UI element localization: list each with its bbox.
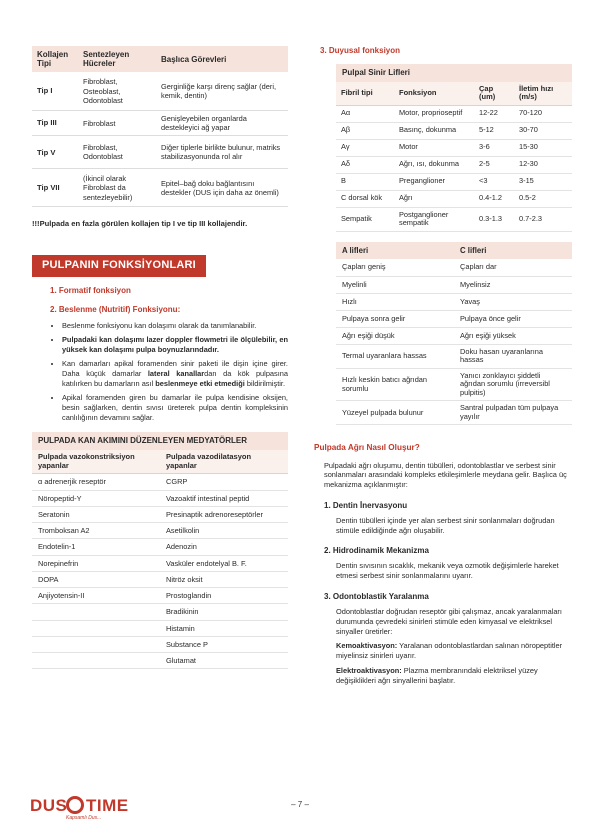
table-cell: 5-12 bbox=[474, 122, 514, 139]
kemoaktivasyon-paragraph: Kemoaktivasyon: Yaralanan odontoblastlardan salınan nöropeptitler miyelinsiz sinirleri uyarır. bbox=[336, 641, 563, 661]
table-row bbox=[32, 474, 288, 490]
table-cell: Aβ bbox=[336, 122, 394, 139]
table-cell: 0.3-1.3 bbox=[474, 207, 514, 231]
table-row bbox=[32, 72, 288, 110]
table-cell: C dorsal kök bbox=[336, 190, 394, 207]
table-cell: Adenozin bbox=[160, 539, 288, 555]
section-title: PULPANIN FONKSİYONLARI bbox=[32, 255, 206, 277]
table-row bbox=[32, 571, 288, 587]
subheading-duyusal: 3. Duyusal fonksiyon bbox=[320, 46, 401, 55]
pain-paragraph-3: Odontoblastlar doğrudan reseptör gibi çalışmaz, ancak yaralanmaları durumunda çevredeki sinirleri stimüle eden kimyasal ve elektriksel sinyaller üretirler: bbox=[336, 606, 562, 636]
list-item: • Beslenme fonksiyonu kan dolaşımı olarak da tanımlanabilir. bbox=[62, 321, 288, 331]
table-cell: 12-30 bbox=[514, 156, 572, 173]
pulpal-header-row bbox=[336, 82, 572, 105]
table-row bbox=[32, 110, 288, 136]
pain-heading-2: 2. Hidrodinamik Mekanizma bbox=[324, 546, 429, 556]
mediators-table bbox=[32, 450, 288, 669]
table-cell: Termal uyaranlara hassas bbox=[336, 344, 454, 368]
pulpal-header: Fibril tipi bbox=[336, 82, 394, 105]
table-cell bbox=[32, 620, 160, 636]
table-row bbox=[336, 344, 572, 368]
table-cell: Diğer tiplerle birlikte bulunur, matriks stabilizasyonunda rol alır bbox=[156, 136, 288, 169]
table-cell: Preganglioner bbox=[394, 173, 474, 190]
pain-paragraph-2: Dentin sıvısının sıcaklık, mekanik veya ozmotik değişimlerle hareket etmesi serbest sinir sonlanmalarını uyarır. bbox=[336, 561, 559, 581]
table-cell: Doku hasarı uyaranlarına hassas bbox=[454, 344, 572, 368]
table-cell: Motor bbox=[394, 139, 474, 156]
table-row bbox=[336, 173, 572, 190]
kollajen-header: Kollajen Tipi bbox=[32, 46, 78, 72]
list-item: • Pulpadaki kan dolaşımı lazer doppler flowmetri ile ölçülebilir, en yüksek kan dolaşımı pulpa boynuzlarındadır. bbox=[62, 335, 288, 354]
table-cell: 30-70 bbox=[514, 122, 572, 139]
table-row bbox=[336, 327, 572, 344]
table-cell: Ağrı eşiği düşük bbox=[336, 327, 454, 344]
mediators-header-row bbox=[32, 450, 288, 474]
table-row bbox=[336, 368, 572, 401]
table-row bbox=[32, 169, 288, 207]
list-item: • Kan damarları apikal foramenden sinir paketi ile dişin içine girer. Daha küçük damarlar lateral kanallardan da kök pulpasına katılırken bu damarların asıl beslenmeye etki etmediği bildirilmiştir. bbox=[62, 359, 288, 388]
logo-text-left: DUS bbox=[30, 796, 68, 815]
table-cell bbox=[32, 653, 160, 669]
kollajen-header-row bbox=[32, 46, 288, 72]
table-cell: Aδ bbox=[336, 156, 394, 173]
pulpal-table bbox=[336, 82, 572, 232]
table-cell: Fibroblast, Osteoblast, Odontoblast bbox=[78, 72, 156, 110]
table-row bbox=[336, 156, 572, 173]
table-cell: 0.4-1.2 bbox=[474, 190, 514, 207]
table-cell: Myelinli bbox=[336, 276, 454, 293]
kollajen-table bbox=[32, 46, 288, 207]
table-cell: Santral pulpadan tüm pulpaya yayılır bbox=[454, 401, 572, 425]
table-row bbox=[336, 207, 572, 231]
table-cell: Anjiyotensin-II bbox=[32, 588, 160, 604]
table-cell: 15-30 bbox=[514, 139, 572, 156]
table-cell: Yavaş bbox=[454, 293, 572, 310]
table-cell: Presinaptik adrenoreseptörler bbox=[160, 506, 288, 522]
table-cell: Tromboksan A2 bbox=[32, 523, 160, 539]
table-cell: Endotelin-1 bbox=[32, 539, 160, 555]
logo-tagline: Kapsamlı Dus... bbox=[66, 815, 102, 821]
table-cell: Hızlı bbox=[336, 293, 454, 310]
table-cell: Vasküler endotelyal B. F. bbox=[160, 555, 288, 571]
table-cell: Fibroblast bbox=[78, 110, 156, 136]
table-row bbox=[32, 604, 288, 620]
table-row bbox=[336, 190, 572, 207]
table-cell: Substance P bbox=[160, 636, 288, 652]
pulpal-table-wrap bbox=[336, 64, 572, 232]
table-cell: Nöropeptid-Y bbox=[32, 490, 160, 506]
mediators-table-wrap bbox=[32, 432, 288, 669]
table-cell: Çapları geniş bbox=[336, 259, 454, 276]
table-cell: Vazoaktif intestinal peptid bbox=[160, 490, 288, 506]
logo-text-right: TIME bbox=[86, 796, 129, 815]
pulpal-header: Çap (um) bbox=[474, 82, 514, 105]
list-item: • Apikal foramenden giren bu damarlar ile pulpa kendisine oksijen, besin sağlarken, dentin sıvısı üreterek pulpa dentin kompleksinin canlılığının devamını sağlar. bbox=[62, 393, 288, 422]
table-cell: Sempatik bbox=[336, 207, 394, 231]
kollajen-note: !!!Pulpada en fazla görülen kollajen tip I ve tip III kollajendir. bbox=[32, 219, 248, 229]
right-column bbox=[310, 46, 572, 685]
table-cell: 0.5-2 bbox=[514, 190, 572, 207]
ac-fibers-table bbox=[336, 242, 572, 426]
mediators-header: Pulpada vazodilatasyon yapanlar bbox=[160, 450, 288, 474]
mediators-title: PULPADA KAN AKIMINI DÜZENLEYEN MEDYATÖRLER bbox=[32, 432, 288, 450]
table-row bbox=[336, 105, 572, 122]
table-row bbox=[336, 276, 572, 293]
table-cell bbox=[32, 604, 160, 620]
table-cell: B bbox=[336, 173, 394, 190]
table-cell: Pulpaya sonra gelir bbox=[336, 310, 454, 327]
table-cell: Fibroblast, Odontoblast bbox=[78, 136, 156, 169]
pain-heading-1: 1. Dentin İnervasyonu bbox=[324, 500, 408, 510]
subheading-beslenme: 2. Beslenme (Nutritif) Fonksiyonu: bbox=[50, 304, 181, 314]
table-cell: Bradikinin bbox=[160, 604, 288, 620]
table-cell: 3-6 bbox=[474, 139, 514, 156]
table-row bbox=[32, 653, 288, 669]
table-cell: Prostoglandin bbox=[160, 588, 288, 604]
kollajen-header: Sentezleyen Hücreler bbox=[78, 46, 156, 72]
pain-intro: Pulpadaki ağrı oluşumu, dentin tübülleri, odontoblastlar ve serbest sinir sonlanmaları arasındaki kompleks etkileşimlerle meydana gelir. Başlıca üç mekanizma açıklanmıştır: bbox=[324, 460, 567, 490]
table-cell: Ağrı, ısı, dokunma bbox=[394, 156, 474, 173]
table-cell: (İkincil olarak Fibroblast da sentezleyebilir) bbox=[78, 169, 156, 207]
table-row bbox=[336, 310, 572, 327]
table-row bbox=[32, 588, 288, 604]
page-number: – 7 – bbox=[291, 800, 309, 809]
pulpal-header: Fonksiyon bbox=[394, 82, 474, 105]
table-row bbox=[32, 523, 288, 539]
table-cell: Glutamat bbox=[160, 653, 288, 669]
table-cell: 12-22 bbox=[474, 105, 514, 122]
table-cell: 0.7-2.3 bbox=[514, 207, 572, 231]
table-cell: Postganglioner sempatik bbox=[394, 207, 474, 231]
elektroaktivasyon-paragraph: Elektroaktivasyon: Plazma membranındaki elektriksel yüzey değişiklikleri ağrı sinyallerini başlatır. bbox=[336, 665, 538, 685]
table-cell: Tip III bbox=[32, 110, 78, 136]
table-row bbox=[336, 259, 572, 276]
table-cell: Basınç, dokunma bbox=[394, 122, 474, 139]
table-cell: Aα bbox=[336, 105, 394, 122]
table-cell: Çapları dar bbox=[454, 259, 572, 276]
table-cell: CGRP bbox=[160, 474, 288, 490]
subheading-formatif: 1. Formatif fonksiyon bbox=[50, 285, 131, 295]
table-cell: Ağrı eşiği yüksek bbox=[454, 327, 572, 344]
table-cell: Myelinsiz bbox=[454, 276, 572, 293]
table-cell: Pulpaya önce gelir bbox=[454, 310, 572, 327]
table-cell: 3-15 bbox=[514, 173, 572, 190]
table-cell: Aγ bbox=[336, 139, 394, 156]
table-row bbox=[32, 539, 288, 555]
table-cell: DOPA bbox=[32, 571, 160, 587]
table-cell: Tip I bbox=[32, 72, 78, 110]
table-cell: Hızlı keskin batıcı ağrıdan sorumlu bbox=[336, 368, 454, 401]
table-cell: Histamin bbox=[160, 620, 288, 636]
table-row bbox=[32, 506, 288, 522]
table-cell: Motor, proprioseptif bbox=[394, 105, 474, 122]
table-cell: Norepinefrin bbox=[32, 555, 160, 571]
pulpal-header: İletim hızı (m/s) bbox=[514, 82, 572, 105]
table-cell: Seratonin bbox=[32, 506, 160, 522]
pulpal-title: Pulpal Sinir Lifleri bbox=[336, 64, 572, 82]
table-row bbox=[32, 490, 288, 506]
table-row bbox=[32, 555, 288, 571]
table-row bbox=[336, 293, 572, 310]
table-cell: <3 bbox=[474, 173, 514, 190]
table-row bbox=[32, 620, 288, 636]
table-cell: Yanıcı zonklayıcı şiddetli ağrıdan sorumlu (irreversibl pulpitis) bbox=[454, 368, 572, 401]
table-cell: Asetilkolin bbox=[160, 523, 288, 539]
table-cell: Epitel–bağ doku bağlantısını destekler (DUS için daha az önemli) bbox=[156, 169, 288, 207]
pain-paragraph-1: Dentin tübülleri içinde yer alan serbest sinir sonlanmaları doğrudan stimüle edildiğinde ağrı oluşabilir. bbox=[336, 515, 555, 535]
table-cell: Gerginliğe karşı direnç sağlar (deri, kemik, dentin) bbox=[156, 72, 288, 110]
table-cell bbox=[32, 636, 160, 652]
table-cell: Tip VII bbox=[32, 169, 78, 207]
table-row bbox=[336, 401, 572, 425]
ac-header: C lifleri bbox=[454, 242, 572, 260]
beslenme-list bbox=[62, 321, 288, 423]
table-row bbox=[32, 136, 288, 169]
left-column bbox=[32, 46, 288, 669]
ac-header: A lifleri bbox=[336, 242, 454, 260]
mediators-header: Pulpada vazokonstriksiyon yapanlar bbox=[32, 450, 160, 474]
table-row bbox=[336, 122, 572, 139]
table-row bbox=[336, 139, 572, 156]
table-cell: 2-5 bbox=[474, 156, 514, 173]
table-cell: 70-120 bbox=[514, 105, 572, 122]
table-cell: α adrenerjik reseptör bbox=[32, 474, 160, 490]
pain-heading-3: 3. Odontoblastik Yaralanma bbox=[324, 591, 429, 601]
pain-title: Pulpada Ağrı Nasıl Oluşur? bbox=[314, 443, 420, 453]
table-cell: Tip V bbox=[32, 136, 78, 169]
table-cell: Ağrı bbox=[394, 190, 474, 207]
table-row bbox=[32, 636, 288, 652]
ac-header-row bbox=[336, 242, 572, 260]
table-cell: Yüzeyel pulpada bulunur bbox=[336, 401, 454, 425]
table-cell: Nitröz oksit bbox=[160, 571, 288, 587]
table-cell: Genişleyebilen organlarda destekleyici ağ yapar bbox=[156, 110, 288, 136]
kollajen-header: Başlıca Görevleri bbox=[156, 46, 288, 72]
